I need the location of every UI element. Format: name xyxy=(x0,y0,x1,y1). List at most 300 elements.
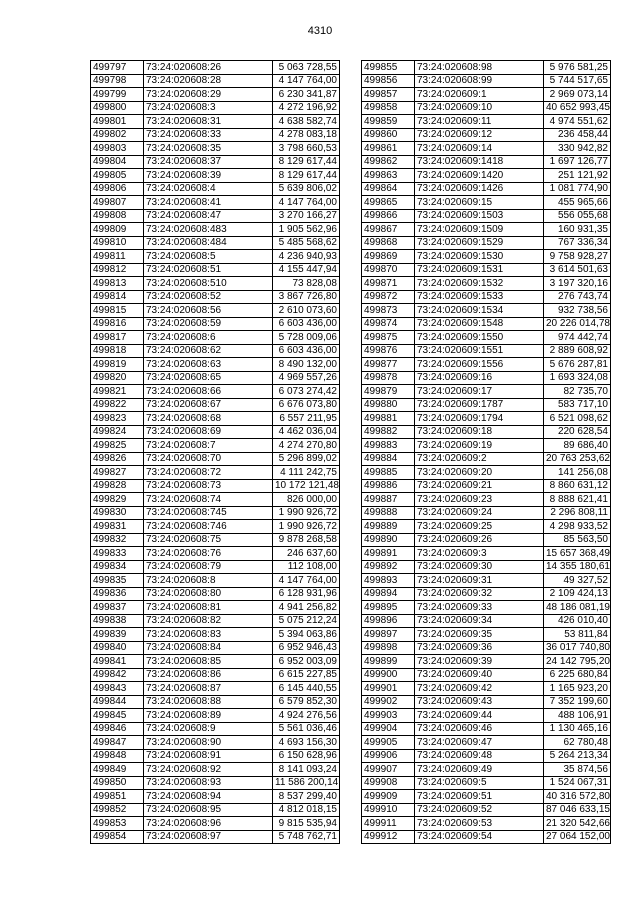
record-number-cell: 499808 xyxy=(91,209,144,223)
cadastral-number-cell: 73:24:020608:63 xyxy=(144,358,273,372)
cadastral-value-cell: 5 728 009,06 xyxy=(273,331,340,345)
record-number-cell: 499836 xyxy=(91,587,144,601)
record-number-cell: 499889 xyxy=(362,520,415,534)
cadastral-number-cell: 73:24:020608:65 xyxy=(144,371,273,385)
cadastral-value-cell: 4 278 083,18 xyxy=(273,128,340,142)
record-number-cell: 499869 xyxy=(362,250,415,264)
cadastral-value-cell: 5 485 568,62 xyxy=(273,236,340,250)
record-number-cell: 499810 xyxy=(91,236,144,250)
cadastral-value-cell: 826 000,00 xyxy=(273,493,340,507)
table-row xyxy=(91,371,340,385)
cadastral-number-cell: 73:24:020609:1503 xyxy=(415,209,544,223)
cadastral-value-cell: 220 628,54 xyxy=(544,425,611,439)
cadastral-value-cell: 4 147 764,00 xyxy=(273,74,340,88)
cadastral-number-cell: 73:24:020609:1532 xyxy=(415,277,544,291)
table-row xyxy=(362,493,611,507)
record-number-cell: 499861 xyxy=(362,142,415,156)
record-number-cell: 499812 xyxy=(91,263,144,277)
record-number-cell: 499830 xyxy=(91,506,144,520)
record-number-cell: 499821 xyxy=(91,385,144,399)
cadastral-number-cell: 73:24:020608:91 xyxy=(144,749,273,763)
cadastral-number-cell: 73:24:020608:51 xyxy=(144,263,273,277)
cadastral-value-cell: 5 296 899,02 xyxy=(273,452,340,466)
cadastral-value-cell: 6 150 628,96 xyxy=(273,749,340,763)
cadastral-value-cell: 5 075 212,24 xyxy=(273,614,340,628)
record-number-cell: 499868 xyxy=(362,236,415,250)
record-number-cell: 499894 xyxy=(362,587,415,601)
record-number-cell: 499911 xyxy=(362,817,415,831)
record-number-cell: 499798 xyxy=(91,74,144,88)
cadastral-value-cell: 5 394 063,86 xyxy=(273,628,340,642)
cadastral-number-cell: 73:24:020608:96 xyxy=(144,817,273,831)
cadastral-number-cell: 73:24:020609:1509 xyxy=(415,223,544,237)
cadastral-number-cell: 73:24:020609:30 xyxy=(415,560,544,574)
record-number-cell: 499875 xyxy=(362,331,415,345)
table-row xyxy=(91,196,340,210)
cadastral-value-cell: 6 952 003,09 xyxy=(273,655,340,669)
table-row xyxy=(362,520,611,534)
cadastral-value-cell: 1 905 562,96 xyxy=(273,223,340,237)
cadastral-number-cell: 73:24:020609:1794 xyxy=(415,412,544,426)
record-number-cell: 499822 xyxy=(91,398,144,412)
record-number-cell: 499899 xyxy=(362,655,415,669)
record-number-cell: 499892 xyxy=(362,560,415,574)
table-row xyxy=(362,776,611,790)
cadastral-number-cell: 73:24:020608:47 xyxy=(144,209,273,223)
table-row xyxy=(362,817,611,831)
record-number-cell: 499816 xyxy=(91,317,144,331)
table-row xyxy=(91,790,340,804)
cadastral-number-cell: 73:24:020609:32 xyxy=(415,587,544,601)
table-row xyxy=(91,830,340,844)
table-row xyxy=(362,196,611,210)
cadastral-number-cell: 73:24:020608:746 xyxy=(144,520,273,534)
cadastral-value-cell: 20 226 014,78 xyxy=(544,317,611,331)
cadastral-value-cell: 48 186 081,19 xyxy=(544,601,611,615)
table-row xyxy=(91,263,340,277)
table-row xyxy=(91,317,340,331)
cadastral-value-cell: 73 828,08 xyxy=(273,277,340,291)
cadastral-number-cell: 73:24:020608:76 xyxy=(144,547,273,561)
table-row xyxy=(362,304,611,318)
table-row xyxy=(91,749,340,763)
table-row xyxy=(91,398,340,412)
cadastral-number-cell: 73:24:020609:36 xyxy=(415,641,544,655)
table-row xyxy=(362,101,611,115)
table-row xyxy=(91,722,340,736)
cadastral-number-cell: 73:24:020609:1533 xyxy=(415,290,544,304)
table-row xyxy=(91,331,340,345)
cadastral-value-cell: 40 316 572,80 xyxy=(544,790,611,804)
table-row xyxy=(362,803,611,817)
record-number-cell: 499851 xyxy=(91,790,144,804)
record-number-cell: 499818 xyxy=(91,344,144,358)
record-number-cell: 499824 xyxy=(91,425,144,439)
record-number-cell: 499813 xyxy=(91,277,144,291)
cadastral-value-cell: 53 811,84 xyxy=(544,628,611,642)
cadastral-value-cell: 20 763 253,62 xyxy=(544,452,611,466)
table-row xyxy=(362,668,611,682)
table-row xyxy=(362,479,611,493)
cadastral-value-cell: 3 270 166,27 xyxy=(273,209,340,223)
record-number-cell: 499896 xyxy=(362,614,415,628)
table-row xyxy=(362,74,611,88)
record-number-cell: 499890 xyxy=(362,533,415,547)
table-row xyxy=(362,358,611,372)
table-row xyxy=(362,830,611,844)
cadastral-number-cell: 73:24:020608:4 xyxy=(144,182,273,196)
cadastral-value-cell: 4 155 447,94 xyxy=(273,263,340,277)
cadastral-number-cell: 73:24:020609:42 xyxy=(415,682,544,696)
cadastral-value-cell: 6 128 931,96 xyxy=(273,587,340,601)
cadastral-number-cell: 73:24:020609:20 xyxy=(415,466,544,480)
cadastral-value-cell: 4 111 242,75 xyxy=(273,466,340,480)
cadastral-number-cell: 73:24:020609:5 xyxy=(415,776,544,790)
cadastral-number-cell: 73:24:020608:6 xyxy=(144,331,273,345)
record-number-cell: 499877 xyxy=(362,358,415,372)
cadastral-value-cell: 89 686,40 xyxy=(544,439,611,453)
cadastral-number-cell: 73:24:020608:41 xyxy=(144,196,273,210)
table-row xyxy=(91,803,340,817)
cadastral-number-cell: 73:24:020608:97 xyxy=(144,830,273,844)
cadastral-number-cell: 73:24:020609:1530 xyxy=(415,250,544,264)
cadastral-value-cell: 583 717,10 xyxy=(544,398,611,412)
cadastral-value-cell: 5 639 806,02 xyxy=(273,182,340,196)
cadastral-value-cell: 160 931,35 xyxy=(544,223,611,237)
cadastral-value-cell: 2 969 073,14 xyxy=(544,88,611,102)
record-number-cell: 499841 xyxy=(91,655,144,669)
record-number-cell: 499802 xyxy=(91,128,144,142)
cadastral-number-cell: 73:24:020608:31 xyxy=(144,115,273,129)
cadastral-number-cell: 73:24:020608:39 xyxy=(144,169,273,183)
table-row xyxy=(91,439,340,453)
table-row xyxy=(91,277,340,291)
cadastral-number-cell: 73:24:020608:483 xyxy=(144,223,273,237)
cadastral-number-cell: 73:24:020609:35 xyxy=(415,628,544,642)
cadastral-value-cell: 3 867 726,80 xyxy=(273,290,340,304)
cadastral-number-cell: 73:24:020608:29 xyxy=(144,88,273,102)
table-row xyxy=(362,763,611,777)
table-row xyxy=(91,128,340,142)
record-number-cell: 499887 xyxy=(362,493,415,507)
cadastral-value-cell: 2 109 424,13 xyxy=(544,587,611,601)
cadastral-number-cell: 73:24:020609:31 xyxy=(415,574,544,588)
cadastral-number-cell: 73:24:020608:37 xyxy=(144,155,273,169)
table-row xyxy=(91,547,340,561)
cadastral-value-cell: 5 748 762,71 xyxy=(273,830,340,844)
record-number-cell: 499848 xyxy=(91,749,144,763)
table-row xyxy=(362,385,611,399)
record-number-cell: 499867 xyxy=(362,223,415,237)
cadastral-number-cell: 73:24:020609:46 xyxy=(415,722,544,736)
table-row xyxy=(91,88,340,102)
register-table-left xyxy=(90,60,340,844)
table-row xyxy=(362,115,611,129)
cadastral-value-cell: 426 010,40 xyxy=(544,614,611,628)
cadastral-number-cell: 73:24:020608:35 xyxy=(144,142,273,156)
table-row xyxy=(91,560,340,574)
cadastral-value-cell: 1 165 923,20 xyxy=(544,682,611,696)
cadastral-value-cell: 6 603 436,00 xyxy=(273,344,340,358)
cadastral-number-cell: 73:24:020609:1556 xyxy=(415,358,544,372)
cadastral-value-cell: 10 172 121,48 xyxy=(273,479,340,493)
cadastral-number-cell: 73:24:020609:26 xyxy=(415,533,544,547)
cadastral-value-cell: 767 336,34 xyxy=(544,236,611,250)
cadastral-value-cell: 1 990 926,72 xyxy=(273,506,340,520)
record-number-cell: 499905 xyxy=(362,736,415,750)
record-number-cell: 499855 xyxy=(362,61,415,75)
cadastral-number-cell: 73:24:020608:94 xyxy=(144,790,273,804)
table-row xyxy=(91,628,340,642)
record-number-cell: 499900 xyxy=(362,668,415,682)
table-row xyxy=(362,587,611,601)
record-number-cell: 499897 xyxy=(362,628,415,642)
cadastral-number-cell: 73:24:020609:47 xyxy=(415,736,544,750)
cadastral-number-cell: 73:24:020608:95 xyxy=(144,803,273,817)
cadastral-value-cell: 251 121,92 xyxy=(544,169,611,183)
record-number-cell: 499865 xyxy=(362,196,415,210)
table-row xyxy=(362,209,611,223)
record-number-cell: 499817 xyxy=(91,331,144,345)
cadastral-number-cell: 73:24:020608:73 xyxy=(144,479,273,493)
cadastral-number-cell: 73:24:020609:21 xyxy=(415,479,544,493)
table-row xyxy=(91,533,340,547)
table-row xyxy=(362,331,611,345)
table-row xyxy=(362,236,611,250)
cadastral-number-cell: 73:24:020608:88 xyxy=(144,695,273,709)
cadastral-number-cell: 73:24:020608:69 xyxy=(144,425,273,439)
record-number-cell: 499839 xyxy=(91,628,144,642)
cadastral-value-cell: 4 974 551,62 xyxy=(544,115,611,129)
register-table-right xyxy=(361,60,611,844)
cadastral-value-cell: 14 355 180,61 xyxy=(544,560,611,574)
record-number-cell: 499826 xyxy=(91,452,144,466)
cadastral-value-cell: 4 147 764,00 xyxy=(273,574,340,588)
cadastral-value-cell: 6 676 073,80 xyxy=(273,398,340,412)
cadastral-number-cell: 73:24:020608:62 xyxy=(144,344,273,358)
table-row xyxy=(91,223,340,237)
cadastral-value-cell: 236 458,44 xyxy=(544,128,611,142)
record-number-cell: 499907 xyxy=(362,763,415,777)
cadastral-value-cell: 4 236 940,93 xyxy=(273,250,340,264)
record-number-cell: 499884 xyxy=(362,452,415,466)
record-number-cell: 499843 xyxy=(91,682,144,696)
table-row xyxy=(362,641,611,655)
cadastral-value-cell: 2 296 808,11 xyxy=(544,506,611,520)
cadastral-value-cell: 2 610 073,60 xyxy=(273,304,340,318)
record-number-cell: 499854 xyxy=(91,830,144,844)
cadastral-number-cell: 73:24:020608:52 xyxy=(144,290,273,304)
table-row xyxy=(91,641,340,655)
record-number-cell: 499906 xyxy=(362,749,415,763)
record-number-cell: 499886 xyxy=(362,479,415,493)
table-row xyxy=(91,385,340,399)
cadastral-value-cell: 1 130 465,16 xyxy=(544,722,611,736)
cadastral-value-cell: 4 462 036,04 xyxy=(273,425,340,439)
record-number-cell: 499845 xyxy=(91,709,144,723)
cadastral-number-cell: 73:24:020609:34 xyxy=(415,614,544,628)
cadastral-number-cell: 73:24:020608:70 xyxy=(144,452,273,466)
cadastral-number-cell: 73:24:020609:1548 xyxy=(415,317,544,331)
cadastral-value-cell: 6 225 680,84 xyxy=(544,668,611,682)
table-row xyxy=(362,749,611,763)
cadastral-value-cell: 8 888 621,41 xyxy=(544,493,611,507)
cadastral-value-cell: 87 046 633,15 xyxy=(544,803,611,817)
table-row xyxy=(91,304,340,318)
record-number-cell: 499852 xyxy=(91,803,144,817)
table-row xyxy=(362,412,611,426)
cadastral-number-cell: 73:24:020609:53 xyxy=(415,817,544,831)
table-row xyxy=(362,317,611,331)
record-number-cell: 499849 xyxy=(91,763,144,777)
cadastral-value-cell: 7 352 199,60 xyxy=(544,695,611,709)
record-number-cell: 499903 xyxy=(362,709,415,723)
table-row xyxy=(91,412,340,426)
table-row xyxy=(362,695,611,709)
cadastral-number-cell: 73:24:020608:87 xyxy=(144,682,273,696)
cadastral-number-cell: 73:24:020608:84 xyxy=(144,641,273,655)
cadastral-value-cell: 8 490 132,00 xyxy=(273,358,340,372)
record-number-cell: 499850 xyxy=(91,776,144,790)
record-number-cell: 499846 xyxy=(91,722,144,736)
cadastral-value-cell: 6 615 227,85 xyxy=(273,668,340,682)
record-number-cell: 499902 xyxy=(362,695,415,709)
cadastral-value-cell: 1 697 126,77 xyxy=(544,155,611,169)
record-number-cell: 499909 xyxy=(362,790,415,804)
cadastral-number-cell: 73:24:020609:11 xyxy=(415,115,544,129)
table-row xyxy=(362,277,611,291)
table-row xyxy=(362,425,611,439)
cadastral-value-cell: 4 812 018,15 xyxy=(273,803,340,817)
table-row xyxy=(362,88,611,102)
cadastral-value-cell: 11 586 200,14 xyxy=(273,776,340,790)
table-row xyxy=(91,61,340,75)
record-number-cell: 499823 xyxy=(91,412,144,426)
table-row xyxy=(91,736,340,750)
cadastral-number-cell: 73:24:020608:93 xyxy=(144,776,273,790)
record-number-cell: 499847 xyxy=(91,736,144,750)
record-number-cell: 499814 xyxy=(91,290,144,304)
cadastral-number-cell: 73:24:020609:23 xyxy=(415,493,544,507)
cadastral-number-cell: 73:24:020608:510 xyxy=(144,277,273,291)
cadastral-number-cell: 73:24:020609:52 xyxy=(415,803,544,817)
cadastral-value-cell: 556 055,68 xyxy=(544,209,611,223)
table-row xyxy=(362,466,611,480)
cadastral-number-cell: 73:24:020608:82 xyxy=(144,614,273,628)
cadastral-value-cell: 5 264 213,34 xyxy=(544,749,611,763)
table-row xyxy=(362,614,611,628)
record-number-cell: 499837 xyxy=(91,601,144,615)
table-row xyxy=(362,263,611,277)
cadastral-number-cell: 73:24:020609:1534 xyxy=(415,304,544,318)
record-number-cell: 499866 xyxy=(362,209,415,223)
table-row xyxy=(362,506,611,520)
cadastral-number-cell: 73:24:020608:86 xyxy=(144,668,273,682)
cadastral-number-cell: 73:24:020609:12 xyxy=(415,128,544,142)
cadastral-value-cell: 3 614 501,63 xyxy=(544,263,611,277)
cadastral-number-cell: 73:24:020608:85 xyxy=(144,655,273,669)
table-row xyxy=(362,790,611,804)
table-row xyxy=(362,290,611,304)
cadastral-number-cell: 73:24:020609:1418 xyxy=(415,155,544,169)
table-row xyxy=(362,344,611,358)
cadastral-number-cell: 73:24:020609:43 xyxy=(415,695,544,709)
record-number-cell: 499860 xyxy=(362,128,415,142)
cadastral-value-cell: 974 442,74 xyxy=(544,331,611,345)
table-row xyxy=(362,61,611,75)
cadastral-value-cell: 1 990 926,72 xyxy=(273,520,340,534)
table-row xyxy=(362,250,611,264)
table-row xyxy=(91,155,340,169)
cadastral-number-cell: 73:24:020608:67 xyxy=(144,398,273,412)
cadastral-number-cell: 73:24:020609:1529 xyxy=(415,236,544,250)
table-row xyxy=(91,493,340,507)
cadastral-number-cell: 73:24:020608:90 xyxy=(144,736,273,750)
cadastral-value-cell: 1 693 324,08 xyxy=(544,371,611,385)
table-row xyxy=(362,533,611,547)
record-number-cell: 499912 xyxy=(362,830,415,844)
table-row xyxy=(91,358,340,372)
record-number-cell: 499910 xyxy=(362,803,415,817)
cadastral-number-cell: 73:24:020609:10 xyxy=(415,101,544,115)
record-number-cell: 499804 xyxy=(91,155,144,169)
record-number-cell: 499805 xyxy=(91,169,144,183)
record-number-cell: 499829 xyxy=(91,493,144,507)
table-row xyxy=(91,520,340,534)
cadastral-value-cell: 6 145 440,55 xyxy=(273,682,340,696)
cadastral-value-cell: 112 108,00 xyxy=(273,560,340,574)
cadastral-value-cell: 21 320 542,66 xyxy=(544,817,611,831)
record-number-cell: 499883 xyxy=(362,439,415,453)
cadastral-number-cell: 73:24:020608:56 xyxy=(144,304,273,318)
record-number-cell: 499862 xyxy=(362,155,415,169)
cadastral-value-cell: 8 129 617,44 xyxy=(273,155,340,169)
record-number-cell: 499801 xyxy=(91,115,144,129)
record-number-cell: 499888 xyxy=(362,506,415,520)
cadastral-value-cell: 4 147 764,00 xyxy=(273,196,340,210)
cadastral-number-cell: 73:24:020609:48 xyxy=(415,749,544,763)
cadastral-value-cell: 9 878 268,58 xyxy=(273,533,340,547)
table-row xyxy=(91,776,340,790)
table-row xyxy=(362,655,611,669)
cadastral-number-cell: 73:24:020608:81 xyxy=(144,601,273,615)
cadastral-number-cell: 73:24:020609:24 xyxy=(415,506,544,520)
table-row xyxy=(362,142,611,156)
table-row xyxy=(91,169,340,183)
cadastral-number-cell: 73:24:020608:9 xyxy=(144,722,273,736)
record-number-cell: 499799 xyxy=(91,88,144,102)
cadastral-number-cell: 73:24:020609:19 xyxy=(415,439,544,453)
cadastral-value-cell: 246 637,60 xyxy=(273,547,340,561)
table-row xyxy=(362,439,611,453)
table-row xyxy=(362,560,611,574)
table-row xyxy=(362,709,611,723)
table-row xyxy=(91,344,340,358)
table-row xyxy=(362,371,611,385)
record-number-cell: 499858 xyxy=(362,101,415,115)
cadastral-value-cell: 276 743,74 xyxy=(544,290,611,304)
cadastral-number-cell: 73:24:020608:75 xyxy=(144,533,273,547)
cadastral-number-cell: 73:24:020609:1551 xyxy=(415,344,544,358)
record-number-cell: 499891 xyxy=(362,547,415,561)
cadastral-number-cell: 73:24:020609:16 xyxy=(415,371,544,385)
cadastral-value-cell: 85 563,50 xyxy=(544,533,611,547)
cadastral-number-cell: 73:24:020609:1531 xyxy=(415,263,544,277)
cadastral-number-cell: 73:24:020608:79 xyxy=(144,560,273,574)
table-row xyxy=(91,182,340,196)
record-number-cell: 499833 xyxy=(91,547,144,561)
cadastral-value-cell: 4 693 156,30 xyxy=(273,736,340,750)
